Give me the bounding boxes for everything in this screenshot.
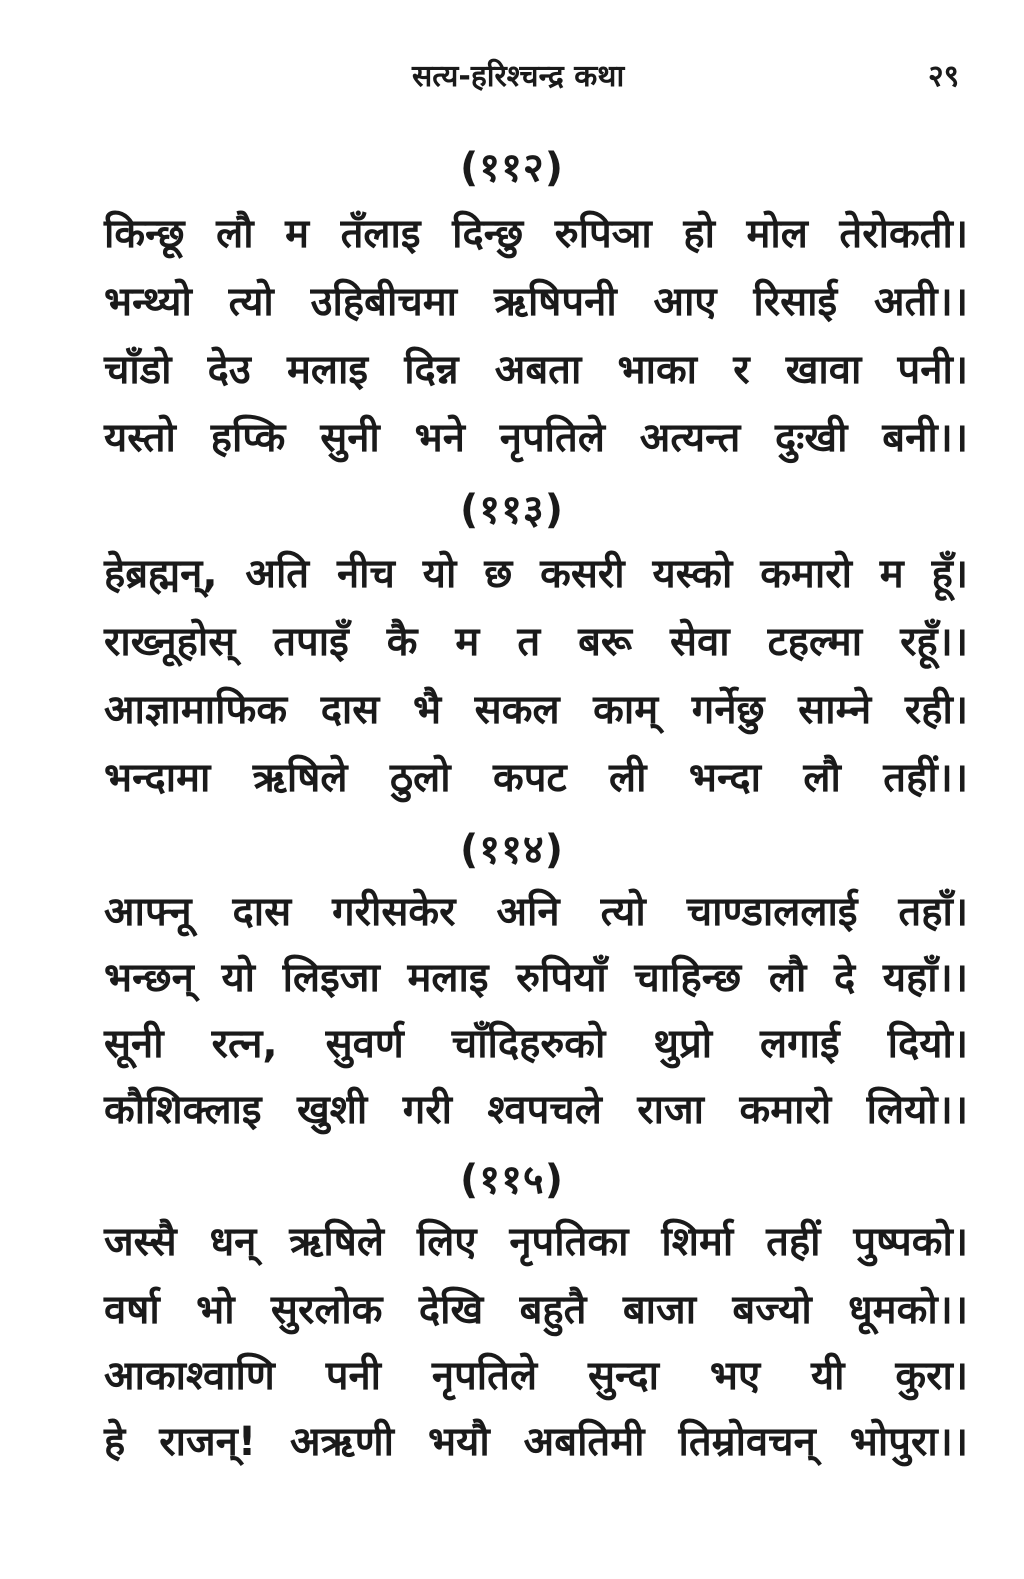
- verse-line: आज्ञामाफिक दास भै सकल काम् गर्नेछु साम्ने रही।: [104, 687, 968, 733]
- verse-line: राख्नूहोस् तपाइँ कै म त बरू सेवा टहल्मा रहूँ।।: [104, 619, 968, 665]
- stanza-number: (११३): [460, 487, 564, 533]
- verse-line: आफ्नू दास गरीसकेर अनि त्यो चाण्डाललाई तहाँ।: [104, 889, 968, 935]
- running-title: सत्य-हरिश्चन्द्र कथा: [412, 59, 625, 94]
- verse-line: भन्थ्यो त्यो उहिबीचमा ऋषिपनी आए रिसाई अती।।: [104, 279, 968, 325]
- verse-line: चाँडो देउ मलाइ दिन्न अबता भाका र खावा पनी।: [104, 347, 968, 393]
- verse-line: हे राजन्! अऋणी भयौ अबतिमी तिम्रोवचन् भोपुरा।।: [104, 1419, 968, 1465]
- verse-line: जस्सै धन् ऋषिले लिए नृपतिका शिर्मा तहीं पुष्पको।: [104, 1219, 968, 1265]
- running-head: [0, 50, 1024, 100]
- verse-line: कौशिक्लाइ खुशी गरी श्वपचले राजा कमारो लियो।।: [104, 1087, 968, 1133]
- verse-line: भन्दामा ऋषिले ठुलो कपट ली भन्दा लौ तहीं।।: [104, 755, 968, 801]
- verse-line: भन्छन् यो लिइजा मलाइ रुपियाँ चाहिन्छ लौ दे यहाँ।।: [104, 955, 968, 1001]
- verse-line: यस्तो हप्कि सुनी भने नृपतिले अत्यन्त दुःखी बनी।।: [104, 415, 968, 461]
- stanza-number: (११४): [460, 827, 564, 873]
- verse-line: किन्छू लौ म तँलाइ दिन्छु रुपिञा हो मोल तेरोकती।: [104, 211, 968, 257]
- verse-line: आकाश्वाणि पनी नृपतिले सुन्दा भए यी कुरा।: [104, 1353, 968, 1399]
- page-number: २९: [928, 59, 960, 94]
- stanza-number: (११२): [460, 145, 564, 191]
- stanza-number: (११५): [460, 1157, 564, 1203]
- verse-line: हेब्रह्मन्, अति नीच यो छ कसरी यस्को कमारो म हूँ।: [104, 551, 968, 597]
- verse-line: सूनी रत्न, सुवर्ण चाँदिहरुको थुप्रो लगाई दियो।: [104, 1021, 968, 1067]
- verse-line: वर्षा भो सुरलोक देखि बहुतै बाजा बज्यो धूमको।।: [104, 1287, 968, 1333]
